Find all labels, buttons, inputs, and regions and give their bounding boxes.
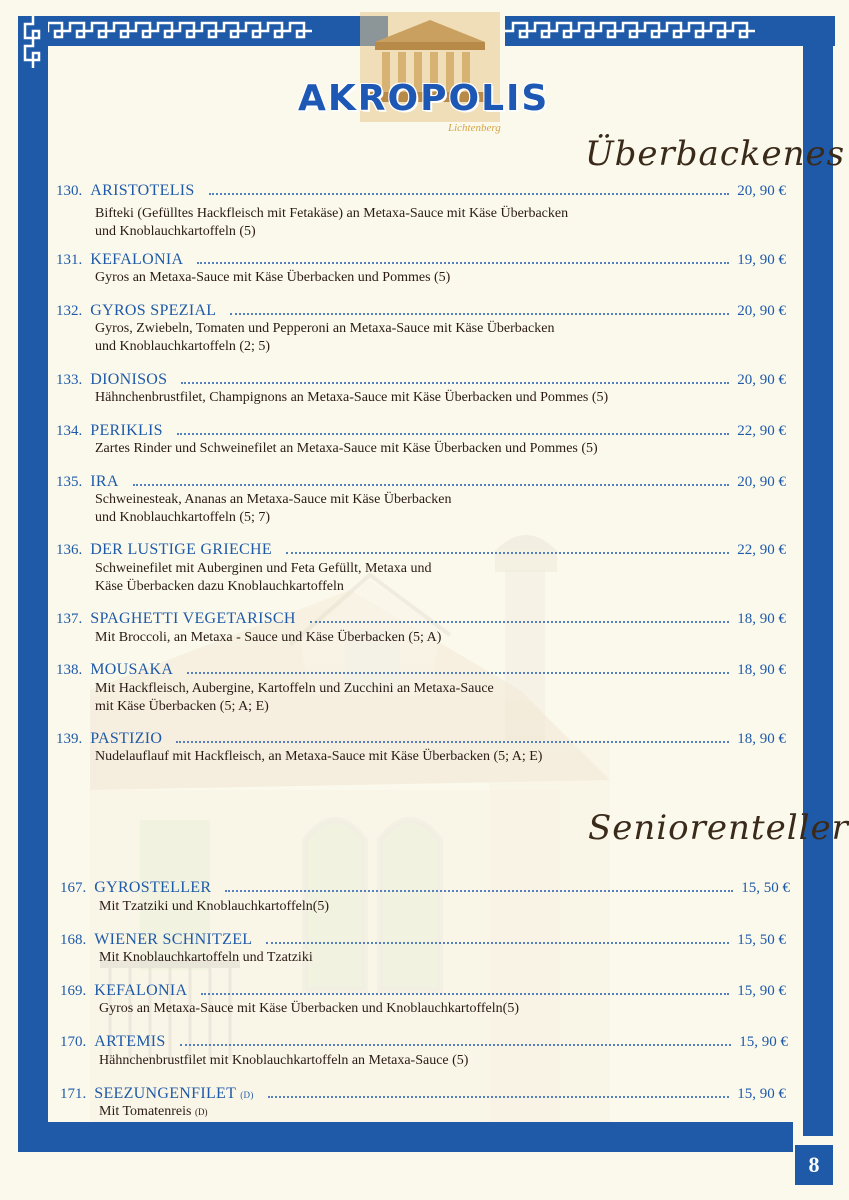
section-title-seniorenteller: Seniorenteller xyxy=(588,808,849,848)
menu-item-number: 167. xyxy=(60,880,87,896)
menu-item-description-text: Zartes Rinder und Schweinefilet an Metaxa-Sauce mit Käse Überbacken und Pommes (5) xyxy=(95,441,598,456)
menu-item-description-text: Schweinesteak, Ananas an Metaxa-Sauce mit Käse Überbacken und Knoblauchkartoffeln (5; 7) xyxy=(95,492,452,525)
menu-item-description xyxy=(95,560,431,595)
menu-item-name-text: ARISTOTELIS xyxy=(90,182,195,199)
dotted-leader xyxy=(181,381,729,384)
dotted-leader xyxy=(209,192,730,195)
dotted-leader xyxy=(310,620,730,623)
menu-item-price: 20, 90 € xyxy=(737,372,786,388)
menu-item-description xyxy=(95,320,554,355)
dotted-leader xyxy=(230,312,729,315)
dotted-leader xyxy=(177,432,729,435)
menu-item-price: 22, 90 € xyxy=(737,542,786,558)
menu-item-price: 18, 90 € xyxy=(737,731,786,747)
allergen-tag: (D) xyxy=(194,1107,208,1117)
menu-item-number: 130. xyxy=(56,183,83,199)
dotted-leader xyxy=(180,1043,732,1046)
menu-item-number: 168. xyxy=(60,932,87,948)
menu-item-description-text: Hähnchenbrustfilet, Champignons an Metaxa-Sauce mit Käse Überbacken und Pommes (5) xyxy=(95,390,609,405)
menu-item-description xyxy=(99,949,313,967)
menu-item-name xyxy=(90,541,272,559)
menu-item-number: 133. xyxy=(56,372,83,388)
dotted-leader xyxy=(176,740,729,743)
menu-item-description xyxy=(95,440,598,458)
menu-item-price: 20, 90 € xyxy=(737,183,786,199)
menu-item-number: 169. xyxy=(60,983,87,999)
menu-item-description-text: Schweinefilet mit Auberginen und Feta Gefüllt, Metaxa und Käse Überbacken dazu Knoblauchkartoffeln xyxy=(95,561,432,594)
menu-item-description-text: Gyros an Metaxa-Sauce mit Käse Überbacken und Pommes (5) xyxy=(95,270,451,285)
dotted-leader xyxy=(187,671,729,674)
menu-item-number: 135. xyxy=(56,474,83,490)
menu-item-description-text: Mit Broccoli, an Metaxa - Sauce und Käse Überbacken (5; A) xyxy=(95,630,442,645)
menu-item-name-text: GYROSTELLER xyxy=(94,879,212,896)
menu-item-name xyxy=(90,251,183,269)
menu-item-name xyxy=(90,661,173,679)
menu-item-name xyxy=(94,1085,253,1103)
menu-item-description-text: Mit Tzatziki und Knoblauchkartoffeln(5) xyxy=(99,899,330,914)
menu-item-name xyxy=(90,730,162,748)
menu-item-name-text: IRA xyxy=(90,473,119,490)
dotted-leader xyxy=(201,992,729,995)
menu-item-number: 170. xyxy=(60,1034,87,1050)
dotted-leader xyxy=(225,889,733,892)
dotted-leader xyxy=(266,941,729,944)
allergen-tag: (D) xyxy=(240,1090,254,1100)
menu-item-number: 131. xyxy=(56,252,83,268)
menu-item-name xyxy=(90,422,163,440)
greek-key-border-bottom xyxy=(18,1122,793,1152)
menu-item-description xyxy=(99,898,329,916)
menu-item-description-text: Mit Hackfleisch, Aubergine, Kartoffeln und Zucchini an Metaxa-Sauce mit Käse Überbacken (5; A; E) xyxy=(95,681,494,714)
menu-item-price: 15, 50 € xyxy=(741,880,790,896)
menu-item-description xyxy=(95,748,542,766)
menu-item-price: 20, 90 € xyxy=(737,474,786,490)
menu-item-name xyxy=(94,1033,165,1051)
menu-item-name xyxy=(90,371,167,389)
dotted-leader xyxy=(268,1095,730,1098)
menu-item-description-text: Nudelauflauf mit Hackfleisch, an Metaxa-Sauce mit Käse Überbacken (5; A; E) xyxy=(95,749,543,764)
menu-item-name xyxy=(94,931,252,949)
menu-item-row xyxy=(56,182,786,204)
menu-item-name xyxy=(94,982,187,1000)
menu-item-number: 137. xyxy=(56,611,83,627)
menu-item-price: 18, 90 € xyxy=(737,611,786,627)
menu-item-name-text: MOUSAKA xyxy=(90,661,174,678)
menu-item-name xyxy=(90,473,118,491)
menu-item-description xyxy=(95,491,451,526)
menu-item-description-text: Gyros, Zwiebeln, Tomaten und Pepperoni an Metaxa-Sauce mit Käse Überbacken und Knoblauchkartoffeln (2; 5) xyxy=(95,321,555,354)
logo-title: AKROPOLIS xyxy=(298,78,550,119)
menu-item-price: 15, 90 € xyxy=(737,1086,786,1102)
dotted-leader xyxy=(133,483,730,486)
menu-item-number: 132. xyxy=(56,303,83,319)
menu-item-description xyxy=(99,1103,207,1122)
menu-item-description xyxy=(99,1000,519,1018)
menu-item-name-text: ARTEMIS xyxy=(94,1033,166,1050)
menu-item-price: 19, 90 € xyxy=(737,252,786,268)
menu-item-description-text: Bifteki (Gefülltes Hackfleisch mit Fetakäse) an Metaxa-Sauce mit Käse Überbacken und Knoblauchkartoffeln (5) xyxy=(95,206,569,239)
menu-item-description-text: Gyros an Metaxa-Sauce mit Käse Überbacken und Knoblauchkartoffeln(5) xyxy=(99,1001,519,1016)
dotted-leader xyxy=(197,261,729,264)
greek-key-border-top-right xyxy=(505,16,835,46)
menu-item-name xyxy=(90,302,216,320)
menu-item-name-text: SEEZUNGENFILET xyxy=(94,1085,236,1102)
akropolis-logo xyxy=(298,10,550,134)
menu-item-description xyxy=(95,389,608,407)
menu-item-number: 138. xyxy=(56,662,83,678)
menu-item-description xyxy=(95,680,494,715)
menu-item-name-text: SPAGHETTI VEGETARISCH xyxy=(90,610,296,627)
menu-item-price: 15, 50 € xyxy=(737,932,786,948)
menu-item-name-text: KEFALONIA xyxy=(90,251,184,268)
menu-item-name-text: PASTIZIO xyxy=(90,730,163,747)
menu-item-name-text: KEFALONIA xyxy=(94,982,188,999)
logo-subtitle: Lichtenberg xyxy=(448,122,501,134)
menu-item-description-text: Hähnchenbrustfilet mit Knoblauchkartoffeln an Metaxa-Sauce (5) xyxy=(99,1053,469,1068)
menu-item-number: 139. xyxy=(56,731,83,747)
menu-item-description xyxy=(95,269,450,287)
menu-item-price: 15, 90 € xyxy=(739,1034,788,1050)
menu-item-description xyxy=(95,205,568,240)
menu-item-name xyxy=(94,879,211,897)
menu-item-name-text: WIENER SCHNITZEL xyxy=(94,931,253,948)
greek-key-border-left xyxy=(18,16,48,1146)
menu-item-number: 171. xyxy=(60,1086,87,1102)
greek-key-border-right xyxy=(803,16,833,1136)
menu-item-price: 20, 90 € xyxy=(737,303,786,319)
menu-item-description-text: Mit Knoblauchkartoffeln und Tzatziki xyxy=(99,950,313,965)
menu-item-name-text: DIONISOS xyxy=(90,371,168,388)
menu-item-name xyxy=(90,182,194,200)
dotted-leader xyxy=(286,551,729,554)
section-title-ueberbackenes: Überbackenes xyxy=(585,134,846,174)
menu-item-description xyxy=(99,1052,468,1070)
menu-item-name-text: PERIKLIS xyxy=(90,422,163,439)
menu-item-description xyxy=(95,629,441,647)
menu-item-name xyxy=(90,610,295,628)
menu-item-name-text: GYROS SPEZIAL xyxy=(90,302,217,319)
menu-item-description-text: Mit Tomatenreis xyxy=(99,1104,192,1119)
menu-item-price: 22, 90 € xyxy=(737,423,786,439)
menu-item-price: 15, 90 € xyxy=(737,983,786,999)
page-number: 8 xyxy=(795,1145,833,1185)
menu-item-price: 18, 90 € xyxy=(737,662,786,678)
menu-item-number: 136. xyxy=(56,542,83,558)
menu-item-number: 134. xyxy=(56,423,83,439)
menu-item-name-text: DER LUSTIGE GRIECHE xyxy=(90,541,272,558)
